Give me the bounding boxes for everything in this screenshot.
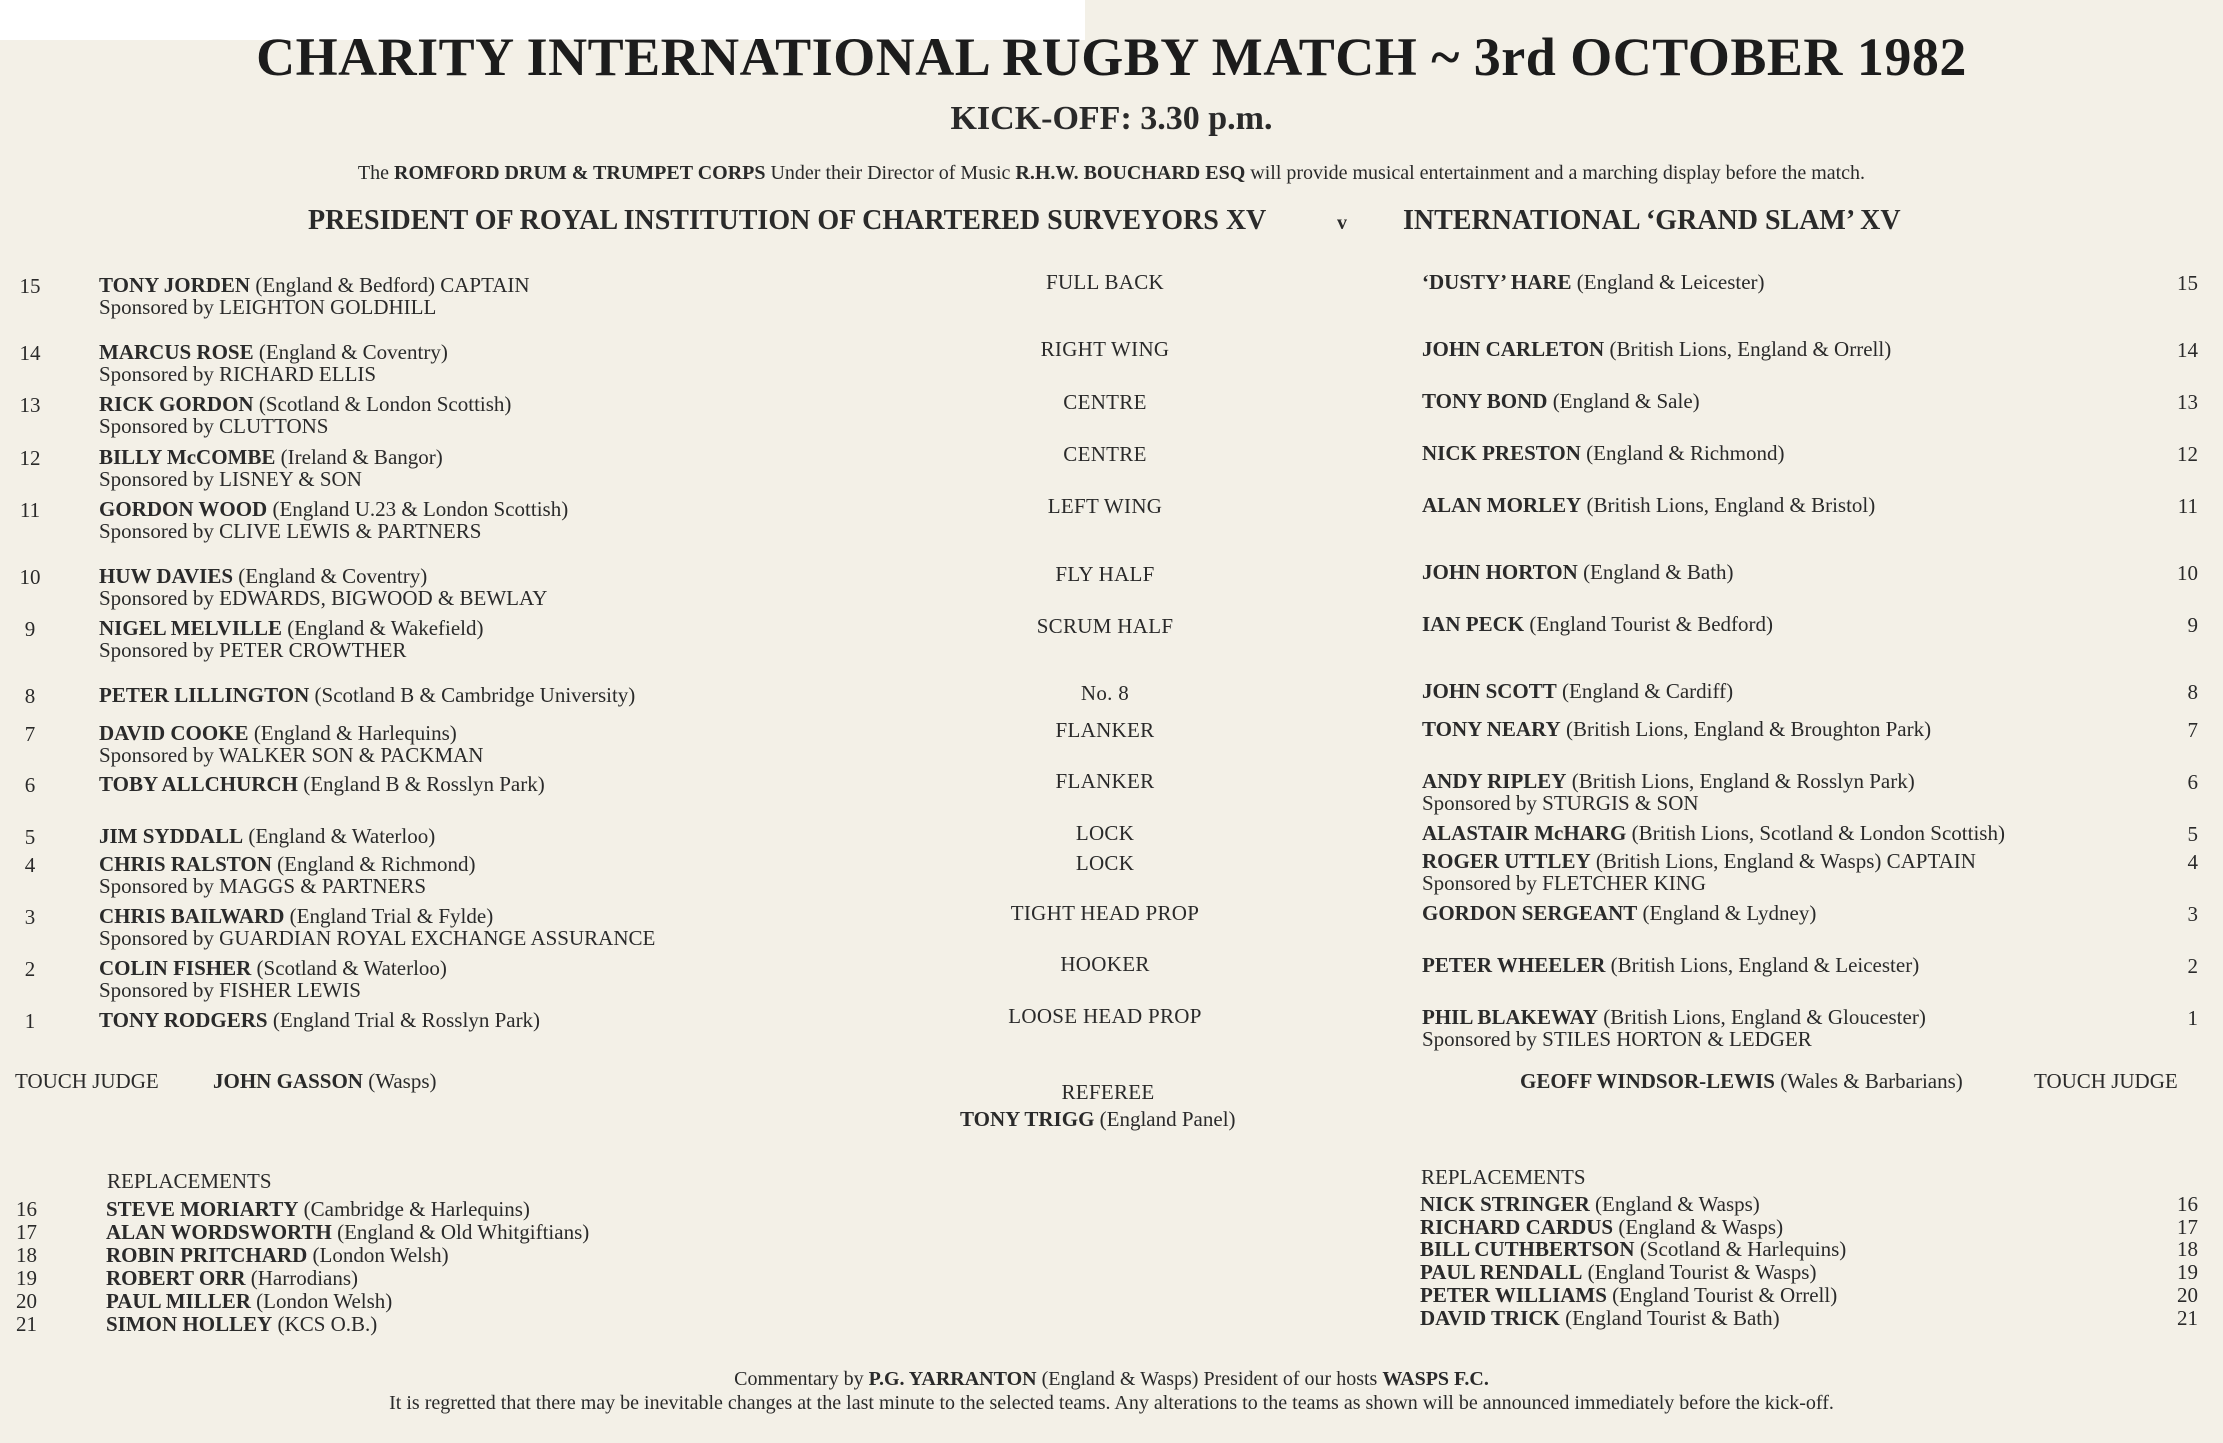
away-player-name: PETER WHEELER xyxy=(1422,953,1606,977)
away-player-name: ALASTAIR McHARG xyxy=(1422,821,1627,845)
home-player-detail: (England & Harlequins) xyxy=(248,721,457,745)
position-label: RIGHT WING xyxy=(1040,337,1170,361)
away-player-detail: (British Lions, England & Gloucester) xyxy=(1598,1005,1926,1029)
home-shirt-number: 10 xyxy=(19,565,41,589)
home-player-name: TOBY ALLCHURCH xyxy=(99,772,298,796)
away-replacement xyxy=(1420,1216,1783,1239)
away-player xyxy=(1422,822,2005,845)
position-label: LOCK xyxy=(1075,821,1135,845)
away-player xyxy=(1422,718,1931,741)
home-replacement-detail: (London Welsh) xyxy=(307,1243,449,1267)
home-player-name: TONY RODGERS xyxy=(99,1008,268,1032)
away-player-detail: (England & Sale) xyxy=(1547,389,1700,413)
home-replacement-name: ROBERT ORR xyxy=(106,1266,246,1290)
away-player-name: PHIL BLAKEWAY xyxy=(1422,1005,1599,1029)
away-replacement xyxy=(1420,1238,1846,1261)
home-player-name: COLIN FISHER xyxy=(99,956,252,980)
home-shirt-number: 5 xyxy=(24,825,36,849)
home-shirt-number: 7 xyxy=(24,722,36,746)
home-replacement xyxy=(106,1267,358,1290)
home-player-name: RICK GORDON xyxy=(99,392,254,416)
away-shirt-number: 15 xyxy=(2177,271,2198,295)
away-replacement-detail: (England & Wasps) xyxy=(1613,1214,1784,1239)
home-replacement-name: ALAN WORDSWORTH xyxy=(106,1220,332,1244)
home-replacement-number: 20 xyxy=(16,1289,37,1313)
home-player-name: CHRIS BAILWARD xyxy=(99,904,285,928)
away-replacements-label: REPLACEMENTS xyxy=(1421,1165,1586,1189)
position-label: LOCK xyxy=(1075,851,1135,875)
away-shirt-number: 13 xyxy=(2177,390,2198,414)
home-player-name: TONY JORDEN xyxy=(99,273,251,297)
away-shirt-number: 1 xyxy=(2187,1006,2198,1030)
home-player xyxy=(99,905,493,928)
away-player-sponsor: Sponsored by STILES HORTON & LEDGER xyxy=(1422,1027,1812,1051)
team-changes-notice: It is regretted that there may be inevitable changes at the last minute to the selected teams. Any alterations to the teams as shown will be announced immediately before the kick-off. xyxy=(389,1392,1834,1414)
away-player xyxy=(1422,1006,1926,1029)
away-player xyxy=(1422,442,1784,465)
referee-label: REFEREE xyxy=(1061,1080,1155,1104)
away-team-heading: INTERNATIONAL ‘GRAND SLAM’ XV xyxy=(1403,205,1901,236)
home-player xyxy=(99,825,435,848)
away-player-name: JOHN HORTON xyxy=(1422,560,1578,584)
home-player-name: MARCUS ROSE xyxy=(99,340,254,364)
home-shirt-number: 2 xyxy=(24,957,36,981)
away-player-detail: (England Tourist & Bedford) xyxy=(1524,612,1774,636)
position-label: LOOSE HEAD PROP xyxy=(1008,1004,1202,1028)
home-player-sponsor: Sponsored by RICHARD ELLIS xyxy=(99,362,377,386)
away-player-detail: (British Lions, Scotland & London Scottish) xyxy=(1626,821,2005,845)
home-player-detail: (England Trial & Rosslyn Park) xyxy=(267,1008,541,1032)
home-player-sponsor: Sponsored by PETER CROWTHER xyxy=(99,638,407,662)
away-player-detail: (British Lions, England & Broughton Park) xyxy=(1560,717,1932,741)
home-replacement-detail: (Cambridge & Harlequins) xyxy=(298,1197,530,1221)
kickoff-time: KICK-OFF: 3.30 p.m. xyxy=(950,100,1273,137)
away-shirt-number: 14 xyxy=(2177,338,2198,362)
home-player-detail: (England B & Rosslyn Park) xyxy=(297,772,545,796)
home-replacement xyxy=(106,1198,530,1221)
home-replacement xyxy=(106,1221,589,1244)
away-player-name: ROGER UTTLEY xyxy=(1422,849,1591,873)
home-replacement-name: STEVE MORIARTY xyxy=(106,1197,299,1221)
away-replacement-number: 21 xyxy=(2177,1305,2198,1330)
right-touch-judge xyxy=(1520,1070,1963,1093)
home-player-detail: (England Trial & Fylde) xyxy=(284,904,494,928)
away-replacement xyxy=(1420,1193,1760,1216)
away-replacement-number: 16 xyxy=(2177,1192,2198,1216)
away-shirt-number: 12 xyxy=(2177,442,2198,466)
home-team-heading: PRESIDENT OF ROYAL INSTITUTION OF CHARTERED SURVEYORS XV xyxy=(308,205,1267,236)
home-replacement-detail: (KCS O.B.) xyxy=(272,1312,378,1336)
away-player xyxy=(1422,680,1733,703)
intro-mid: Under their Director of Music xyxy=(765,162,1016,184)
away-player-sponsor: Sponsored by FLETCHER KING xyxy=(1422,871,1707,895)
home-replacement xyxy=(106,1290,392,1313)
home-player-sponsor: Sponsored by WALKER SON & PACKMAN xyxy=(99,743,484,767)
home-player xyxy=(99,446,443,469)
away-player xyxy=(1422,954,1919,977)
commentary-prefix: Commentary by xyxy=(734,1368,869,1390)
away-replacement-number: 20 xyxy=(2177,1282,2198,1307)
home-replacement-number: 16 xyxy=(16,1197,37,1221)
home-player-detail: (Scotland & London Scottish) xyxy=(253,392,512,416)
home-player-detail: (England & Wakefield) xyxy=(282,616,484,640)
away-shirt-number: 11 xyxy=(2177,494,2198,518)
host-club: WASPS F.C. xyxy=(1382,1368,1489,1390)
away-replacement-name: BILL CUTHBERTSON xyxy=(1420,1237,1635,1262)
away-player-name: IAN PECK xyxy=(1422,612,1525,636)
referee xyxy=(960,1108,1236,1131)
away-player xyxy=(1422,561,1734,584)
away-player-detail: (England & Richmond) xyxy=(1580,441,1785,465)
home-player-detail: (England & Richmond) xyxy=(271,852,476,876)
home-player xyxy=(99,617,484,640)
home-player xyxy=(99,684,635,707)
home-replacement xyxy=(106,1244,449,1267)
home-player-sponsor: Sponsored by FISHER LEWIS xyxy=(99,978,361,1002)
away-replacement-number: 17 xyxy=(2177,1214,2198,1239)
away-replacement-number: 19 xyxy=(2177,1260,2198,1285)
home-player-name: HUW DAVIES xyxy=(99,564,234,588)
away-shirt-number: 4 xyxy=(2187,850,2198,874)
away-player-detail: (British Lions, England & Leicester) xyxy=(1605,953,1920,977)
right-touch-judge-detail: (Wales & Barbarians) xyxy=(1774,1069,1963,1093)
position-label: TIGHT HEAD PROP xyxy=(1010,901,1200,925)
entertainment-note xyxy=(0,162,2223,185)
home-player-sponsor: Sponsored by CLIVE LEWIS & PARTNERS xyxy=(99,519,482,543)
away-player-detail: (England & Leicester) xyxy=(1571,270,1765,294)
position-label: FLANKER xyxy=(1055,769,1155,793)
match-title: CHARITY INTERNATIONAL RUGBY MATCH ~ 3rd OCTOBER 1982 xyxy=(256,27,1967,87)
away-replacement-detail: (England Tourist & Bath) xyxy=(1559,1305,1780,1330)
home-player-name: JIM SYDDALL xyxy=(99,824,244,848)
away-player-detail: (England & Bath) xyxy=(1577,560,1734,584)
away-player-detail: (British Lions, England & Bristol) xyxy=(1581,493,1876,517)
referee-name: TONY TRIGG xyxy=(960,1107,1095,1131)
away-player-name: TONY BOND xyxy=(1422,389,1548,413)
home-player-sponsor: Sponsored by CLUTTONS xyxy=(99,414,329,438)
home-player xyxy=(99,565,427,588)
home-replacement xyxy=(106,1313,377,1336)
home-shirt-number: 12 xyxy=(19,446,41,470)
home-player xyxy=(99,853,475,876)
away-player xyxy=(1422,613,1773,636)
away-shirt-number: 5 xyxy=(2187,822,2198,846)
home-replacement-number: 17 xyxy=(16,1220,37,1244)
position-label: CENTRE xyxy=(1063,390,1147,414)
band-name: ROMFORD DRUM & TRUMPET CORPS xyxy=(394,162,766,184)
position-label: No. 8 xyxy=(1080,681,1130,705)
home-replacement-name: ROBIN PRITCHARD xyxy=(106,1243,308,1267)
away-player-name: ANDY RIPLEY xyxy=(1422,769,1567,793)
home-shirt-number: 13 xyxy=(19,393,41,417)
away-shirt-number: 7 xyxy=(2187,718,2198,742)
away-shirt-number: 8 xyxy=(2187,680,2198,704)
home-replacements-label: REPLACEMENTS xyxy=(107,1169,272,1193)
home-player xyxy=(99,274,530,297)
away-shirt-number: 2 xyxy=(2187,954,2198,978)
home-player xyxy=(99,1009,540,1032)
director-name: R.H.W. BOUCHARD ESQ xyxy=(1015,162,1246,184)
away-player-name: NICK PRESTON xyxy=(1422,441,1581,465)
away-player-detail: (British Lions, England & Orrell) xyxy=(1604,337,1892,361)
home-replacement-number: 19 xyxy=(16,1266,37,1290)
home-replacement-name: SIMON HOLLEY xyxy=(106,1312,273,1336)
away-shirt-number: 10 xyxy=(2177,561,2198,585)
versus-label: v xyxy=(1337,212,1347,234)
position-label: FLY HALF xyxy=(1055,562,1155,586)
home-player-sponsor: Sponsored by LISNEY & SON xyxy=(99,467,362,491)
home-player xyxy=(99,341,448,364)
home-shirt-number: 9 xyxy=(24,617,36,641)
left-touch-judge xyxy=(213,1070,437,1093)
left-touch-judge-detail: (Wasps) xyxy=(362,1069,437,1093)
home-player-detail: (Scotland & Waterloo) xyxy=(251,956,447,980)
home-player-detail: (Ireland & Bangor) xyxy=(275,445,443,469)
home-player-sponsor: Sponsored by EDWARDS, BIGWOOD & BEWLAY xyxy=(99,586,548,610)
away-replacement-name: RICHARD CARDUS xyxy=(1420,1214,1614,1239)
away-shirt-number: 6 xyxy=(2187,770,2198,794)
home-player xyxy=(99,393,511,416)
intro-suffix: will provide musical entertainment and a marching display before the match. xyxy=(1245,162,1866,184)
home-shirt-number: 3 xyxy=(24,905,36,929)
position-label: FLANKER xyxy=(1055,718,1155,742)
away-player-detail: (England & Lydney) xyxy=(1637,901,1817,925)
left-touch-judge-label: TOUCH JUDGE xyxy=(15,1069,159,1093)
right-touch-judge-name: GEOFF WINDSOR-LEWIS xyxy=(1520,1069,1775,1093)
away-replacement-name: PETER WILLIAMS xyxy=(1420,1282,1607,1307)
home-player-detail: (England & Bedford) CAPTAIN xyxy=(250,273,530,297)
home-player-name: GORDON WOOD xyxy=(99,497,268,521)
away-player-sponsor: Sponsored by STURGIS & SON xyxy=(1422,791,1699,815)
away-replacement-name: DAVID TRICK xyxy=(1420,1305,1560,1330)
home-shirt-number: 8 xyxy=(24,684,36,708)
home-player-name: BILLY McCOMBE xyxy=(99,445,276,469)
home-player-name: PETER LILLINGTON xyxy=(99,683,310,707)
away-shirt-number: 9 xyxy=(2187,613,2198,637)
home-shirt-number: 15 xyxy=(19,274,41,298)
home-player-detail: (England & Coventry) xyxy=(233,564,428,588)
away-player-name: ‘DUSTY’ HARE xyxy=(1422,270,1572,294)
away-replacement-number: 18 xyxy=(2177,1237,2198,1262)
home-player-name: NIGEL MELVILLE xyxy=(99,616,283,640)
away-replacement-name: NICK STRINGER xyxy=(1420,1192,1590,1216)
home-player xyxy=(99,773,545,796)
away-replacement-name: PAUL RENDALL xyxy=(1420,1260,1583,1285)
home-player xyxy=(99,498,568,521)
home-shirt-number: 1 xyxy=(24,1009,36,1033)
position-label: CENTRE xyxy=(1063,442,1147,466)
away-player xyxy=(1422,494,1875,517)
home-replacement-detail: (London Welsh) xyxy=(250,1289,393,1313)
home-player-sponsor: Sponsored by MAGGS & PARTNERS xyxy=(99,874,427,898)
commentary-credit xyxy=(0,1368,2223,1391)
home-player xyxy=(99,957,447,980)
home-player-sponsor: Sponsored by GUARDIAN ROYAL EXCHANGE ASSURANCE xyxy=(99,926,656,950)
position-label: LEFT WING xyxy=(1047,494,1163,518)
home-replacement-detail: (England & Old Whitgiftians) xyxy=(331,1220,590,1244)
away-player xyxy=(1422,338,1891,361)
away-player xyxy=(1422,902,1816,925)
home-player-detail: (England & Coventry) xyxy=(253,340,448,364)
home-shirt-number: 6 xyxy=(24,773,36,797)
home-replacement-number: 21 xyxy=(16,1312,37,1336)
commentary-mid: (England & Wasps) President of our hosts xyxy=(1036,1368,1383,1390)
home-player-name: CHRIS RALSTON xyxy=(99,852,272,876)
position-label: FULL BACK xyxy=(1045,270,1164,294)
home-player-detail: (England U.23 & London Scottish) xyxy=(267,497,569,521)
away-replacement-detail: (Scotland & Harlequins) xyxy=(1634,1237,1847,1262)
referee-detail: (England Panel) xyxy=(1094,1107,1236,1131)
away-player xyxy=(1422,850,1976,873)
right-touch-judge-label: TOUCH JUDGE xyxy=(2034,1069,2178,1093)
home-player-detail: (Scotland B & Cambridge University) xyxy=(309,683,636,707)
home-shirt-number: 14 xyxy=(19,341,41,365)
away-player xyxy=(1422,770,1915,793)
away-replacement xyxy=(1420,1307,1780,1330)
away-replacement xyxy=(1420,1284,1837,1307)
away-player-detail: (England & Cardiff) xyxy=(1556,679,1734,703)
away-replacement-detail: (England & Wasps) xyxy=(1589,1192,1760,1216)
away-player xyxy=(1422,271,1765,294)
position-label: HOOKER xyxy=(1060,952,1150,976)
position-label: SCRUM HALF xyxy=(1036,614,1174,638)
home-player-name: DAVID COOKE xyxy=(99,721,249,745)
left-touch-judge-name: JOHN GASSON xyxy=(213,1069,363,1093)
home-replacement-name: PAUL MILLER xyxy=(106,1289,251,1313)
away-player-detail: (British Lions, England & Rosslyn Park) xyxy=(1566,769,1915,793)
home-shirt-number: 4 xyxy=(24,853,36,877)
away-replacement xyxy=(1420,1261,1816,1284)
home-player-detail: (England & Waterloo) xyxy=(243,824,436,848)
away-player-name: JOHN SCOTT xyxy=(1422,679,1557,703)
intro-prefix: The xyxy=(357,162,395,184)
away-player xyxy=(1422,390,1700,413)
commentator-name: P.G. YARRANTON xyxy=(868,1368,1037,1390)
away-player-detail: (British Lions, England & Wasps) CAPTAIN xyxy=(1590,849,1976,873)
home-replacement-detail: (Harrodians) xyxy=(245,1266,359,1290)
home-replacement-number: 18 xyxy=(16,1243,37,1267)
away-player-name: GORDON SERGEANT xyxy=(1422,901,1638,925)
home-shirt-number: 11 xyxy=(19,498,41,522)
away-player-name: TONY NEARY xyxy=(1422,717,1561,741)
away-player-name: JOHN CARLETON xyxy=(1422,337,1605,361)
away-replacement-detail: (England Tourist & Wasps) xyxy=(1582,1260,1817,1285)
away-shirt-number: 3 xyxy=(2187,902,2198,926)
away-player-name: ALAN MORLEY xyxy=(1422,493,1582,517)
home-player-sponsor: Sponsored by LEIGHTON GOLDHILL xyxy=(99,295,437,319)
away-replacement-detail: (England Tourist & Orrell) xyxy=(1606,1282,1838,1307)
home-player xyxy=(99,722,457,745)
